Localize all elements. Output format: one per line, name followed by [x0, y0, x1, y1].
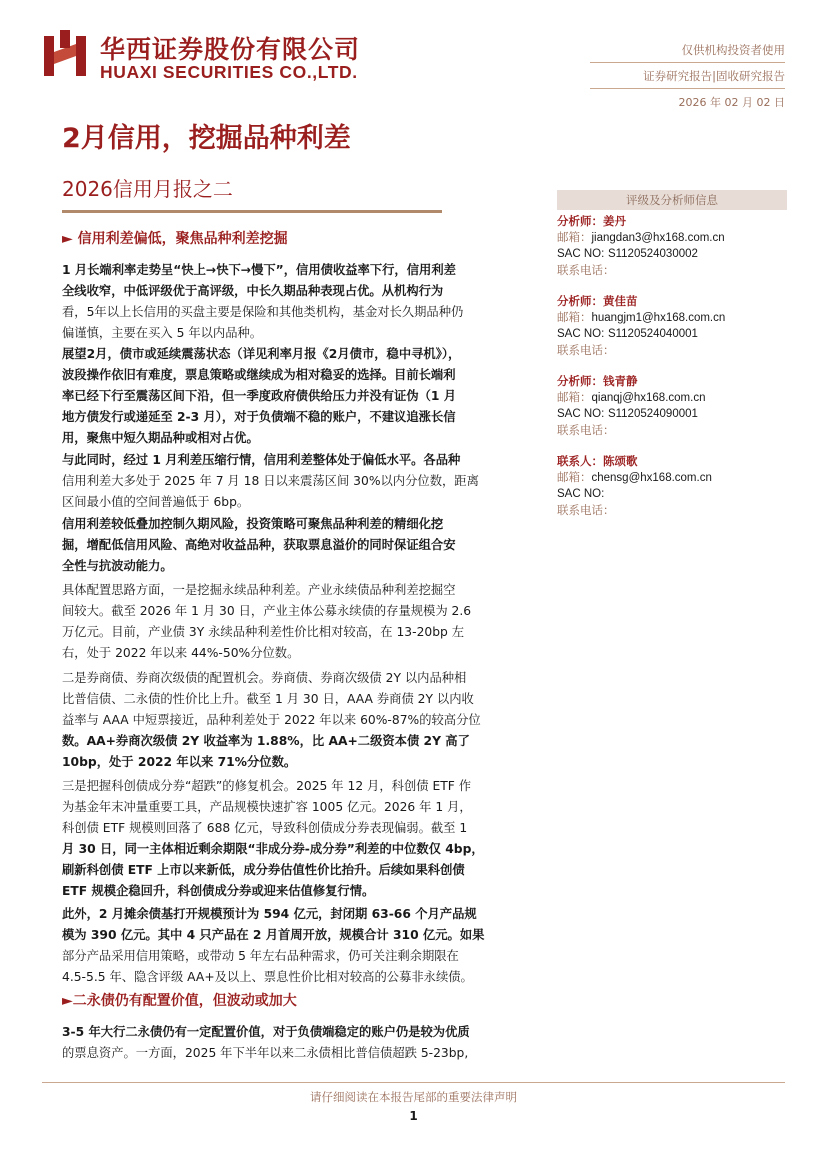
page-number: 1: [409, 1109, 418, 1123]
paragraph: 具体配置思路方面，一是挖掘永续品种利差。产业永续债品种利差挖掘空 间较大。截至 2026 年 1 月 30 日，产业主体公募永续债的存量规模为 2.6 万亿元。目前，产业债 3Y 永续品种利差性价比相对较高，在 13-20bp 左 右，处于 2022 年以来 44%-50%分位数。: [62, 583, 472, 660]
paragraph: 三是把握科创债成分券“超跌”的修复机会。2025 年 12 月，科创债 ETF 作 为基金年末冲量重要工具，产品规模快速扩容 1005 亿元。2026 年 1 月， 科创债 ETF 规模则回落了 688 亿元，导致科创债成分券表现偏弱。截至 1 月 30 日，同一主体相近剩余期限“非成分券-成分券”利差的中位数仅 4bp， 刷新科创债 ETF 上市以来新低，成分券估值性价比抬升。后续如果科创债 ETF 规模企稳回升，科创债成分券或迎来估值修复行情。: [62, 779, 484, 898]
paragraph: 信用利差较低叠加控制久期风险，投资策略可聚焦品种利差的精细化挖 掘，增配低信用风险、高绝对收益品种，获取票息溢价的同时保证组合安 全性与抗波动能力。: [62, 517, 456, 573]
paragraph: 展望2月，债市或延续震荡状态（详见利率月报《2月债市，稳中寻机》）， 波段操作依旧有难度，票息策略或继续成为相对稳妥的选择。目前长端利 率已经下行至震荡区间下沿，但一季度政府债供给压力并没有证伪（1 月 地方债发行或递延至 2-3 月），对于负债端不稳的账户，不建议追涨长信 用，聚焦中短久期品种或相对占优。: [62, 347, 461, 445]
company-name-cn: 华西证券股份有限公司: [100, 35, 361, 64]
analyst-sidebar: [557, 190, 787, 517]
paragraph: 1 月长端利率走势呈“快上→快下→慢下”，信用债收益率下行，信用利差 全线收窄，中低评级优于高评级，中长久期品种表现占优。从机构行为 看，5年以上长信用的买盘主要是保险和其他类机构，基金对长久期品种仍 偏谨慎，主要在买入 5 年以内品种。: [62, 263, 464, 340]
paragraph: 二是券商债、券商次级债的配置机会。券商债、券商次级债 2Y 以内品种相 比普信债、二永债的性价比上升。截至 1 月 30 日，AAA 券商债 2Y 以内收 益率与 AAA 中短票接近，品种利差处于 2022 年以来 60%-87%的较高分位 数。AA+券商次级债 2Y 收益率为 1.88%，比 AA+二级资本债 2Y 高了 10bp，处于 2022 年以来 71%分位数。: [62, 671, 481, 769]
paragraph: 此外，2 月摊余债基打开规模预计为 594 亿元，封闭期 63-66 个月产品规 模为 390 亿元。其中 4 只产品在 2 月首周开放，规模合计 310 亿元。如果 部分产品采用信用策略，或带动 5 年左右品种需求，仍可关注剩余期限在 4.5-5.5 年、隐含评级 AA+及以上、票息性价比相对较高的公募非永续债。: [62, 907, 485, 984]
company-name-en: HUAXI SECURITIES CO.,LTD.: [100, 62, 358, 82]
section-heading: ► 信用利差偏低，聚焦品种利差挖掘: [62, 231, 288, 247]
legal-disclaimer: 请仔细阅读在本报告尾部的重要法律声明: [310, 1090, 517, 1104]
huaxi-logo-icon: [42, 30, 90, 80]
header-divider: [590, 88, 785, 89]
header-divider: [590, 62, 785, 63]
analyst-card: 分析师：姜丹 邮箱：jiangdan3@hx168.com.cn SAC NO: S1120524030002 联系电话：: [557, 214, 725, 277]
paragraph: 3-5 年大行二永债仍有一定配置价值，对于负债端稳定的账户仍是较为优质 的票息资产。一方面，2025 年下半年以来二永债相比普信债超跌 5-23bp,: [62, 1025, 470, 1060]
paragraph: 与此同时，经过 1 月利差压缩行情，信用利差整体处于偏低水平。各品种 信用利差大多处于 2025 年 7 月 18 日以来震荡区间 30%以内分位数，距离 区间最小值的空间普遍低于 6bp。: [62, 453, 479, 509]
report-date: 2026 年 02 月 02 日: [678, 96, 785, 109]
company-logo: [42, 30, 382, 88]
audience-notice: 仅供机构投资者使用: [681, 43, 785, 57]
report-title: 2月信用，挖掘品种利差: [62, 123, 351, 154]
footer-divider: [42, 1082, 785, 1083]
analyst-card: 分析师：黄佳苗 邮箱：huangjm1@hx168.com.cn SAC NO: S1120524040001 联系电话：: [557, 294, 726, 357]
report-type: 证券研究报告|固收研究报告: [643, 69, 785, 83]
section-heading: ►二永债仍有配置价值，但波动或加大: [62, 993, 297, 1009]
report-subtitle: 2026信用月报之二: [62, 177, 233, 201]
subtitle-underline: [62, 210, 442, 213]
analyst-card: 分析师：钱青静 邮箱：qianqj@hx168.com.cn SAC NO: S1120524090001 联系电话：: [557, 374, 706, 437]
sidebar-heading: 评级及分析师信息: [557, 190, 787, 210]
contact-card: 联系人：陈颂歌 邮箱：chensg@hx168.com.cn SAC NO: 联系电话：: [557, 454, 712, 517]
